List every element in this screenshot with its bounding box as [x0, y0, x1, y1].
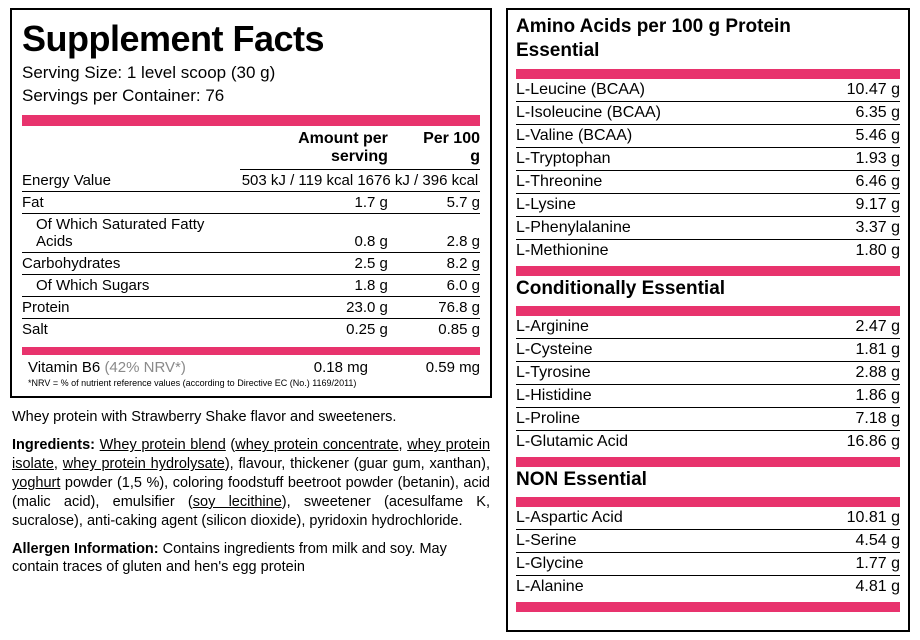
nutrition-row-name: Fat — [22, 191, 240, 213]
amino-acids-title-line1: Amino Acids per 100 g Protein — [516, 16, 791, 37]
nutrition-row-amount: 1.7 g — [240, 191, 410, 213]
amino-name: L-Threonine — [516, 170, 797, 193]
accent-bar-footer — [516, 602, 900, 612]
nutrition-row-per100: 8.2 g — [410, 252, 480, 274]
nutrition-header-row — [22, 126, 480, 170]
nutrition-table — [22, 126, 480, 340]
accent-bar-non-top — [516, 457, 900, 467]
conditionally-essential-title: Conditionally Essential — [516, 277, 726, 299]
nutrition-row-name: Carbohydrates — [22, 252, 240, 274]
allergen-text: Contains ingredients from milk and soy. May contain traces of gluten and hen's egg protein — [12, 540, 447, 576]
amino-value: 4.81 g — [772, 575, 900, 598]
amino-name: L-Cysteine — [516, 338, 776, 361]
non-essential-table — [516, 507, 900, 598]
product-description: Whey protein with Strawberry Shake flavor and sweeteners. — [12, 409, 397, 426]
nutrition-row-name: Of Which Saturated Fatty Acids — [22, 213, 240, 252]
amino-name: L-Valine (BCAA) — [516, 124, 797, 147]
table-row — [22, 318, 480, 340]
amino-name: L-Glycine — [516, 552, 772, 575]
table-row — [516, 216, 900, 239]
amino-value: 4.54 g — [772, 529, 900, 552]
vitamin-name: Vitamin B6 — [28, 358, 101, 376]
amino-name: L-Alanine — [516, 575, 772, 598]
amino-name: L-Methionine — [516, 239, 797, 262]
ingredients-text: Whey protein blend (whey protein concentrate, whey protein isolate, whey protein hydrolysate), flavour, thickener (guar gum, xanthan), yoghurt powder (1,5 %), coloring foodstuff beetroot powder (betanin), acid (malic acid), emulsifier (soy lecithine), sweetener (acesulfame K, sucralose), anti-caking agent (silicon dioxide), pyridoxin hydrochloride. — [12, 437, 491, 529]
amino-value: 1.77 g — [772, 552, 900, 575]
nutrition-row-name: Protein — [22, 296, 240, 318]
nutrition-row-amount: 0.8 g — [240, 213, 410, 252]
table-row — [516, 361, 900, 384]
non-essential-title: NON Essential — [516, 468, 647, 490]
nutrition-header-per100: Per 100 g — [423, 129, 480, 165]
amino-value: 1.93 g — [797, 147, 900, 170]
table-row — [516, 575, 900, 598]
amino-name: L-Aspartic Acid — [516, 508, 623, 526]
serving-size: Serving Size: 1 level scoop (30 g) — [22, 62, 276, 82]
amino-value: 2.47 g — [855, 317, 900, 335]
table-row — [516, 170, 900, 193]
essential-amino-table — [516, 79, 900, 262]
amino-name: L-Leucine (BCAA) — [516, 80, 645, 98]
table-row — [516, 316, 900, 339]
amino-value: 2.88 g — [776, 361, 900, 384]
table-row — [516, 529, 900, 552]
accent-bar-conditional-top — [516, 266, 900, 276]
amino-name: L-Tyrosine — [516, 361, 776, 384]
nutrition-header-blank — [22, 126, 240, 170]
nutrition-row-combined: 503 kJ / 119 kcal 1676 kJ / 396 kcal — [240, 169, 480, 191]
table-row-energy — [22, 169, 480, 191]
table-row — [516, 79, 900, 102]
amino-value: 6.35 g — [797, 101, 900, 124]
servings-per-container: Servings per Container: 76 — [22, 85, 225, 105]
left-panel — [10, 8, 492, 632]
vitamin-row — [22, 355, 480, 377]
table-row — [22, 213, 480, 252]
accent-bar-non-bottom — [516, 497, 900, 507]
vitamin-per100: 0.59 mg — [425, 358, 480, 376]
amino-value: 16.86 g — [776, 430, 900, 453]
amino-name: L-Tryptophan — [516, 147, 797, 170]
amino-name: L-Lysine — [516, 193, 797, 216]
amino-name: L-Glutamic Acid — [516, 430, 776, 453]
vitamin-name-wrap — [28, 359, 248, 376]
amino-value: 7.18 g — [776, 407, 900, 430]
nutrition-row-amount: 2.5 g — [240, 252, 410, 274]
table-row — [22, 296, 480, 318]
nutrition-row-name: Salt — [22, 318, 240, 340]
conditionally-essential-table — [516, 316, 900, 453]
vitamin-nrv: (42% NRV*) — [104, 358, 186, 376]
amino-name: L-Histidine — [516, 384, 776, 407]
nutrition-row-amount: 1.8 g — [240, 274, 410, 296]
table-row — [22, 274, 480, 296]
table-row — [516, 384, 900, 407]
nutrition-header-amount: Amount per serving — [298, 129, 388, 165]
table-row — [516, 507, 900, 530]
accent-bar-top — [22, 115, 480, 126]
ingredients-label: Ingredients: — [12, 437, 95, 454]
product-description-block — [10, 398, 492, 586]
nutrition-row-per100: 5.7 g — [410, 191, 480, 213]
amino-value: 3.37 g — [797, 216, 900, 239]
nrv-footnote: *NRV = % of nutrient reference values (according to Directive EC (No.) 1169/2011) — [28, 377, 357, 388]
nutrition-row-per100: 6.0 g — [410, 274, 480, 296]
accent-bar-bottom — [22, 347, 480, 355]
vitamin-amount: 0.18 mg — [313, 358, 368, 376]
allergen-paragraph — [12, 540, 490, 578]
amino-value: 6.46 g — [797, 170, 900, 193]
table-row — [516, 338, 900, 361]
amino-value: 1.86 g — [776, 384, 900, 407]
table-row — [516, 430, 900, 453]
amino-acids-title-line2: Essential — [516, 40, 600, 62]
amino-acids-panel — [506, 8, 910, 632]
amino-value: 1.80 g — [797, 239, 900, 262]
amino-name: L-Proline — [516, 407, 776, 430]
table-row — [516, 101, 900, 124]
amino-name: L-Serine — [516, 529, 772, 552]
allergen-label: Allergen Information: — [12, 540, 159, 557]
accent-bar-essential — [516, 69, 900, 79]
nutrition-row-name: Energy Value — [22, 171, 111, 189]
table-row — [516, 124, 900, 147]
amino-name: L-Isoleucine (BCAA) — [516, 101, 797, 124]
amino-name: L-Phenylalanine — [516, 216, 797, 239]
ingredients-paragraph — [12, 436, 490, 530]
amino-value: 10.81 g — [846, 508, 900, 526]
table-row — [516, 147, 900, 170]
amino-value: 9.17 g — [797, 193, 900, 216]
table-row — [22, 252, 480, 274]
page-title: Supplement Facts — [22, 18, 325, 59]
nutrition-row-per100: 76.8 g — [410, 296, 480, 318]
nutrition-row-name: Of Which Sugars — [22, 274, 240, 296]
amino-value: 1.81 g — [776, 338, 900, 361]
nutrition-row-per100: 2.8 g — [410, 213, 480, 252]
nutrition-row-per100: 0.85 g — [410, 318, 480, 340]
table-row — [516, 193, 900, 216]
amino-value: 5.46 g — [797, 124, 900, 147]
table-row — [516, 239, 900, 262]
nutrition-row-amount: 23.0 g — [240, 296, 410, 318]
accent-bar-conditional-bottom — [516, 306, 900, 316]
amino-name: L-Arginine — [516, 317, 589, 335]
amino-value: 10.47 g — [846, 80, 900, 98]
supplement-facts-box — [10, 8, 492, 398]
table-row — [516, 552, 900, 575]
table-row — [516, 407, 900, 430]
nutrition-row-amount: 0.25 g — [240, 318, 410, 340]
table-row — [22, 191, 480, 213]
